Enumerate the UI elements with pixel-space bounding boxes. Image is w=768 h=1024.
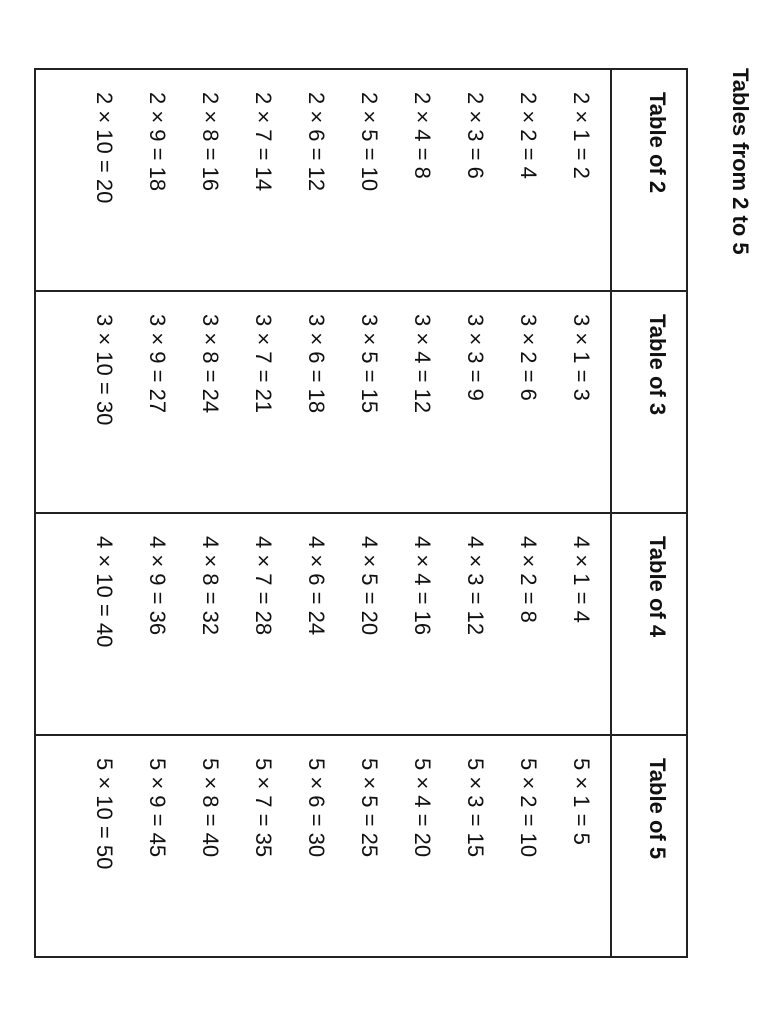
multiplication-fact: 3 × 3 = 9 [463, 314, 488, 401]
multiplication-fact: 2 × 3 = 6 [463, 92, 488, 179]
multiplication-fact: 5 × 2 = 10 [516, 758, 541, 858]
multiplication-fact: 5 × 4 = 20 [410, 758, 435, 858]
multiplication-fact: 2 × 4 = 8 [410, 92, 435, 179]
multiplication-fact: 2 × 9 = 18 [145, 92, 170, 192]
multiplication-fact: 3 × 7 = 21 [251, 314, 276, 414]
page-title: Tables from 2 to 5 [728, 68, 753, 255]
multiplication-fact: 4 × 5 = 20 [357, 536, 382, 636]
multiplication-fact: 5 × 3 = 15 [463, 758, 488, 858]
multiplication-fact: 2 × 10 = 20 [92, 92, 117, 204]
multiplication-fact: 4 × 10 = 40 [92, 536, 117, 648]
multiplication-fact: 4 × 7 = 28 [251, 536, 276, 636]
table-header: Table of 5 [610, 736, 686, 956]
table-header: Table of 3 [610, 292, 686, 512]
multiplication-fact: 4 × 2 = 8 [516, 536, 541, 623]
multiplication-fact: 3 × 10 = 30 [92, 314, 117, 426]
multiplication-fact: 3 × 8 = 24 [198, 314, 223, 414]
multiplication-fact: 4 × 8 = 32 [198, 536, 223, 636]
table-column [36, 514, 686, 736]
multiplication-fact: 5 × 9 = 45 [145, 758, 170, 858]
multiplication-fact: 3 × 1 = 3 [569, 314, 594, 401]
multiplication-fact: 3 × 5 = 15 [357, 314, 382, 414]
table-column [36, 292, 686, 514]
multiplication-fact: 5 × 5 = 25 [357, 758, 382, 858]
multiplication-fact: 5 × 1 = 5 [569, 758, 594, 845]
multiplication-fact: 5 × 6 = 30 [304, 758, 329, 858]
multiplication-fact: 2 × 7 = 14 [251, 92, 276, 192]
multiplication-fact: 3 × 2 = 6 [516, 314, 541, 401]
multiplication-fact: 4 × 1 = 4 [569, 536, 594, 623]
multiplication-fact: 4 × 6 = 24 [304, 536, 329, 636]
multiplication-fact: 3 × 6 = 18 [304, 314, 329, 414]
multiplication-fact: 2 × 6 = 12 [304, 92, 329, 192]
table-header: Table of 4 [610, 514, 686, 734]
multiplication-fact: 5 × 7 = 35 [251, 758, 276, 858]
multiplication-tables-grid [34, 68, 688, 958]
multiplication-fact: 5 × 10 = 50 [92, 758, 117, 870]
multiplication-fact: 2 × 1 = 2 [569, 92, 594, 179]
multiplication-fact: 4 × 3 = 12 [463, 536, 488, 636]
multiplication-fact: 4 × 4 = 16 [410, 536, 435, 636]
multiplication-fact: 2 × 8 = 16 [198, 92, 223, 192]
multiplication-fact: 5 × 8 = 40 [198, 758, 223, 858]
multiplication-fact: 3 × 9 = 27 [145, 314, 170, 414]
table-column [36, 736, 686, 956]
table-column [36, 70, 686, 292]
table-header: Table of 2 [610, 70, 686, 290]
multiplication-fact: 4 × 9 = 36 [145, 536, 170, 636]
multiplication-fact: 2 × 2 = 4 [516, 92, 541, 179]
multiplication-fact: 2 × 5 = 10 [357, 92, 382, 192]
multiplication-fact: 3 × 4 = 12 [410, 314, 435, 414]
